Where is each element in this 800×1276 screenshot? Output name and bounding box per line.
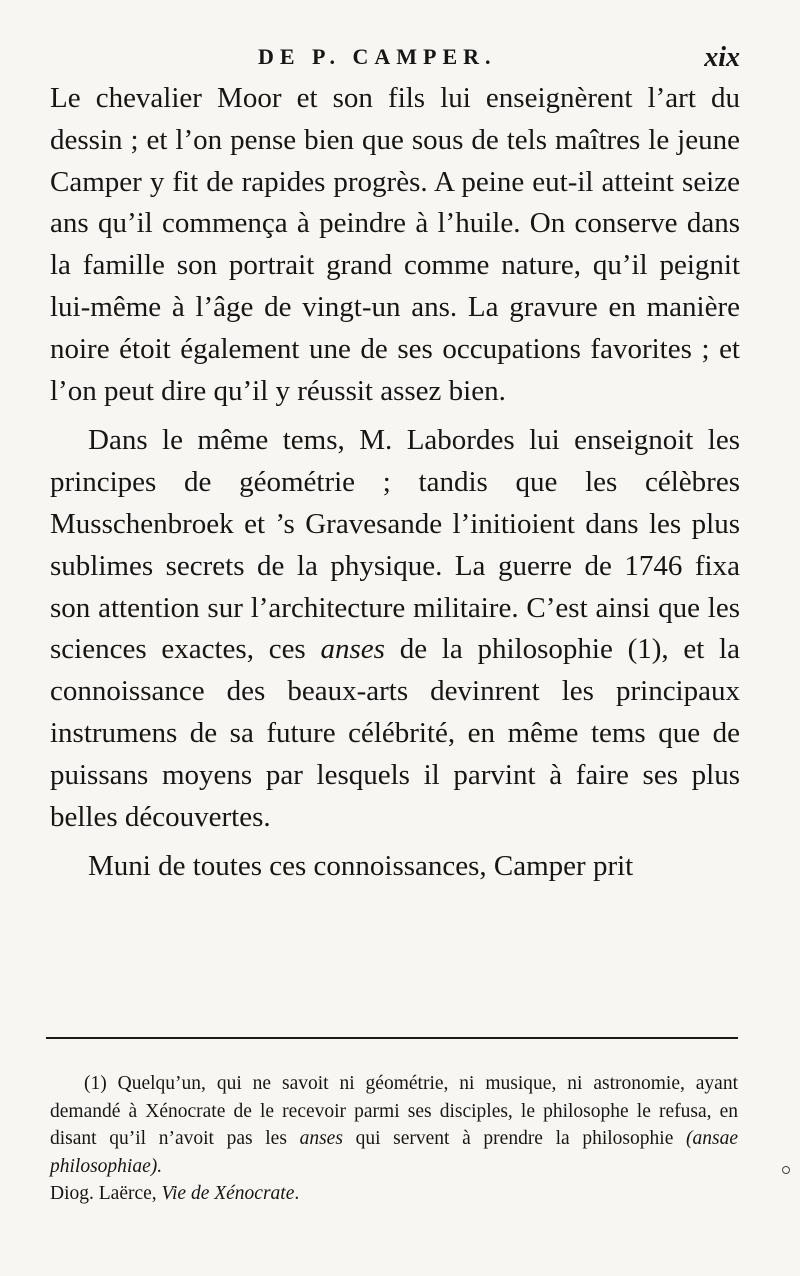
footnote-rule xyxy=(46,1037,738,1039)
margin-mark xyxy=(782,1166,790,1174)
footnote-part-1: (1) Quelqu’un, qui ne savoit ni géométrie, ni musique, ni astronomie, ayant demandé à Xénocrate de le recevoir parmi ses disciples, le philosophe le refusa, en disant qu’il n’avoit pas les xyxy=(50,1073,738,1149)
running-head: DE P. CAMPER. xyxy=(258,44,497,69)
page-header xyxy=(0,42,800,82)
page-number: xix xyxy=(704,42,740,73)
footnote-source xyxy=(50,1180,738,1208)
paragraph-2-text-b: de la philosophie (1), et la connoissance des beaux-arts devinrent les principaux instrumens de sa future célébrité, en même tems que de puissans moyens par lesquels il parvint à faire ses plus belles découvertes. xyxy=(50,633,740,833)
footnote-source-italic: Vie de Xénocrate xyxy=(161,1183,295,1204)
paragraph-1: Le chevalier Moor et son fils lui enseignèrent l’art du dessin ; et l’on pense bien que sous de tels maîtres le jeune Camper y fit de rapides progrès. A peine eut-il atteint seize ans qu’il commença à peindre à l’huile. On conserve dans la famille son portrait grand comme nature, qu’il peignit lui-même à l’âge de vingt-un ans. La gravure en manière noire étoit également une de ses occupations favorites ; et l’on peut dire qu’il y réussit assez bien. xyxy=(50,82,740,407)
paragraph-2 xyxy=(50,420,740,838)
footnote-latin: (ansae philosophiae). xyxy=(50,1128,738,1177)
paragraph-3: Muni de toutes ces connoissances, Camper prit xyxy=(88,850,634,883)
footnote-source-plain: Diog. Laërce, xyxy=(50,1183,162,1204)
footnote-text xyxy=(50,1070,738,1180)
footnote-part-2: qui servent à prendre la philosophie xyxy=(342,1128,686,1149)
footnote-source-end: . xyxy=(294,1183,300,1204)
footnote-anses: anses xyxy=(299,1128,343,1149)
main-text xyxy=(50,78,740,888)
anses-italic: anses xyxy=(320,633,385,666)
paragraph-2-text-a: Dans le même tems, M. Labordes lui enseignoit les principes de géométrie ; tandis que les célèbres Musschenbroek et ’s Gravesande l’initioient dans les plus sublimes secrets de la physique. La guerre de 1746 fixa son attention sur l’architecture militaire. C’est ainsi que les sciences exactes, ces xyxy=(50,424,740,666)
footnote xyxy=(50,1070,738,1208)
